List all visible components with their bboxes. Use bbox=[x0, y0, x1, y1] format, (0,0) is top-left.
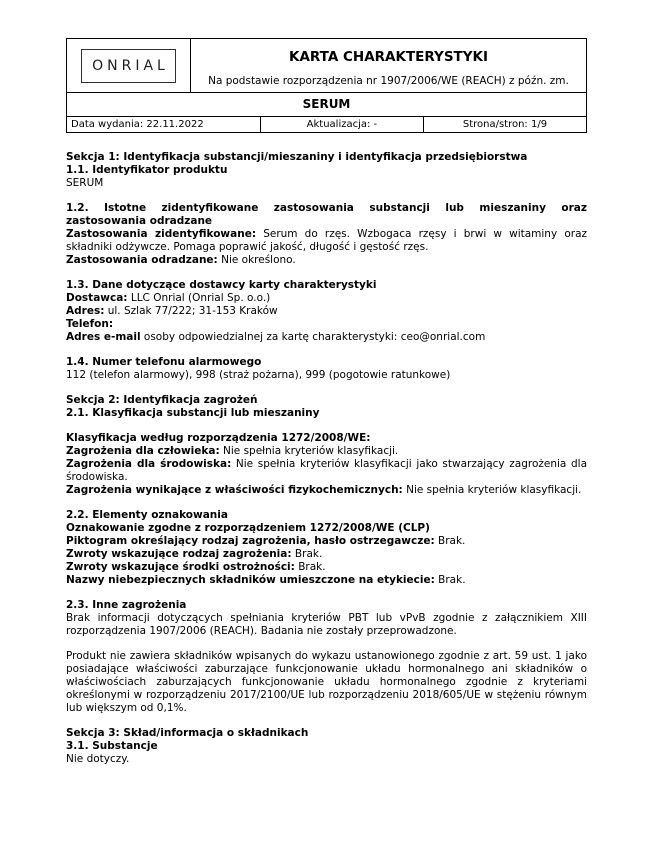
email-text: osoby odpowiedzialnej za kartę charakterystyki: ceo@onrial.com bbox=[143, 331, 486, 343]
other-hazards-paragraph-1: Brak informacji dotyczących spełniania kryteriów PBT lub vPvB zgodnie z załącznikiem XIII rozporządzenia 1907/2006 (REACH). Badania nie zostały przeprowadzone. bbox=[66, 612, 587, 637]
advised-against-text: Nie określono. bbox=[221, 254, 296, 266]
other-hazards-paragraph-2: Produkt nie zawiera składników wpisanych do wykazu ustanowionego zgodnie z art. 59 ust. 1 jako posiadające właściwości zaburzające funkcjonowanie układu hormonalnego ani składników o właściwościach zaburzających funkcjonowanie układu hormonalnego zgodnie z kryteriami określonymi w rozporządzeniu 2017/2100/UE lub rozporządzeniu 2018/605/UE w stężeniu równym lub większym od 0,1%. bbox=[66, 650, 587, 714]
identified-uses-line bbox=[66, 228, 587, 254]
physicochemical-hazard-text: Nie spełnia kryteriów klasyfikacji. bbox=[406, 484, 582, 496]
environment-hazard-label: Zagrożenia dla środowiska: bbox=[66, 458, 232, 470]
section-2-3-heading: 2.3. Inne zagrożenia bbox=[66, 599, 187, 611]
advised-against-label: Zastosowania odradzane: bbox=[66, 254, 218, 266]
advised-against-line bbox=[66, 254, 587, 267]
document-body bbox=[66, 151, 587, 766]
human-hazard-line bbox=[66, 445, 587, 458]
section-1-heading: Sekcja 1: Identyfikacja substancji/mieszaniny i identyfikacja przedsiębiorstwa bbox=[66, 151, 528, 163]
header-top-row bbox=[67, 39, 586, 93]
labeling-heading: Oznakowanie zgodne z rozporządzeniem 1272/2008/WE (CLP) bbox=[66, 522, 430, 534]
document-header bbox=[66, 38, 587, 133]
section-2-2-heading: 2.2. Elementy oznakowania bbox=[66, 509, 228, 521]
section-1-3-heading: 1.3. Dane dotyczące dostawcy karty charakterystyki bbox=[66, 279, 377, 291]
identified-uses-text: Serum do rzęs. Wzbogaca rzęsy i brwi w witaminy oraz składniki odżywcze. Pomaga poprawić jakość, długość i gęstość rzęs. bbox=[66, 228, 588, 253]
label-components-label: Nazwy niebezpiecznych składników umieszczone na etykiecie: bbox=[66, 574, 435, 586]
section-2-heading: Sekcja 2: Identyfikacja zagrożeń bbox=[66, 394, 258, 406]
classification-heading: Klasyfikacja według rozporządzenia 1272/2008/WE: bbox=[66, 432, 371, 444]
supplier-text: LLC Onrial (Onrial Sp. o.o.) bbox=[130, 292, 271, 304]
phone-line bbox=[66, 318, 587, 331]
hazard-statements-label: Zwroty wskazujące rodzaj zagrożenia: bbox=[66, 548, 292, 560]
section-3-1-heading: 3.1. Substancje bbox=[66, 740, 158, 752]
physicochemical-hazard-line bbox=[66, 484, 587, 497]
phone-label: Telefon: bbox=[66, 318, 114, 330]
precautionary-statements-text: Brak. bbox=[298, 561, 326, 573]
email-line bbox=[66, 331, 587, 344]
environment-hazard-text: Nie spełnia kryteriów klasyfikacji jako stwarzający zagrożenia dla środowiska. bbox=[66, 458, 587, 483]
product-identifier-text: SERUM bbox=[66, 177, 104, 189]
substances-text: Nie dotyczy. bbox=[66, 753, 130, 765]
section-1-2-heading: 1.2. Istotne zidentyfikowane zastosowania substancji lub mieszaniny oraz zastosowania odradzane bbox=[66, 202, 587, 227]
pictogram-label: Piktogram określający rodzaj zagrożenia, hasło ostrzegawcze: bbox=[66, 535, 435, 547]
human-hazard-label: Zagrożenia dla człowieka: bbox=[66, 445, 220, 457]
label-components-line bbox=[66, 574, 587, 587]
issue-date: Data wydania: 22.11.2022 bbox=[71, 119, 204, 130]
address-line bbox=[66, 305, 587, 318]
page-count: Strona/stron: 1/9 bbox=[462, 119, 548, 130]
section-1-4-heading: 1.4. Numer telefonu alarmowego bbox=[66, 356, 262, 368]
section-3-heading: Sekcja 3: Skład/informacja o składnikach bbox=[66, 727, 309, 739]
title-cell bbox=[191, 39, 586, 92]
section-1-1-heading: 1.1. Identyfikator produktu bbox=[66, 164, 228, 176]
hazard-statements-line bbox=[66, 548, 587, 561]
logo-text: ONRIAL bbox=[92, 57, 169, 74]
hazard-statements-text: Brak. bbox=[294, 548, 323, 560]
environment-hazard-line bbox=[66, 458, 587, 484]
precautionary-statements-label: Zwroty wskazujące środki ostrożności: bbox=[66, 561, 295, 573]
physicochemical-hazard-label: Zagrożenia wynikające z właściwości fizykochemicznych: bbox=[66, 484, 403, 496]
pictogram-line bbox=[66, 535, 587, 548]
document-title: KARTA CHARAKTERYSTYKI bbox=[288, 49, 489, 65]
header-meta-row bbox=[67, 117, 586, 132]
human-hazard-text: Nie spełnia kryteriów klasyfikacji. bbox=[223, 445, 399, 457]
address-text: ul. Szlak 77/222; 31-153 Kraków bbox=[107, 305, 278, 317]
precautionary-statements-line bbox=[66, 561, 587, 574]
section-2-1-heading: 2.1. Klasyfikacja substancji lub mieszaniny bbox=[66, 407, 320, 419]
logo-cell bbox=[67, 39, 191, 92]
email-label: Adres e-mail bbox=[66, 331, 141, 343]
emergency-numbers-text: 112 (telefon alarmowy), 998 (straż pożarna), 999 (pogotowie ratunkowe) bbox=[66, 369, 451, 381]
supplier-line bbox=[66, 292, 587, 305]
onrial-logo bbox=[81, 49, 176, 83]
pictogram-text: Brak. bbox=[438, 535, 466, 547]
supplier-label: Dostawca: bbox=[66, 292, 128, 304]
identified-uses-label: Zastosowania zidentyfikowane: bbox=[66, 228, 257, 240]
document-subtitle: Na podstawie rozporządzenia nr 1907/2006/WE (REACH) z późn. zm. bbox=[208, 75, 569, 87]
product-name: SERUM bbox=[67, 93, 586, 117]
revision-date: Aktualizacja: - bbox=[260, 117, 424, 132]
address-label: Adres: bbox=[66, 305, 105, 317]
label-components-text: Brak. bbox=[438, 574, 466, 586]
